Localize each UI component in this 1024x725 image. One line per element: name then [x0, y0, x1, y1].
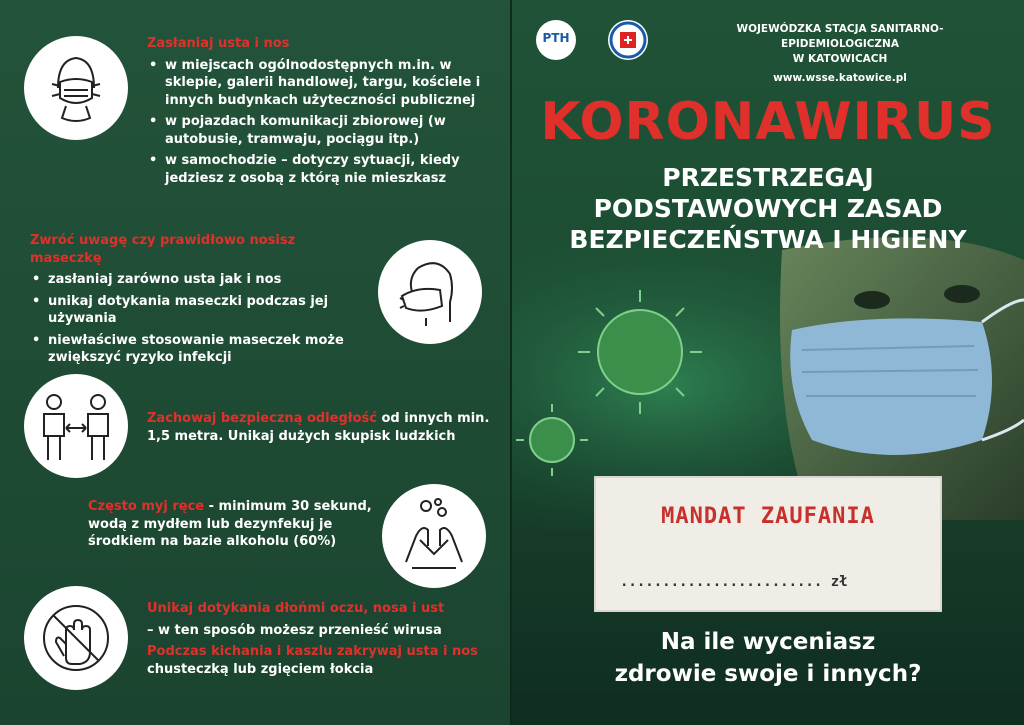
mask-bullet-1: • w miejscach ogólnodostępnych m.in. w sklepie, galerii handlowej, targu, kościele i innych budynkach użyteczności publicznej [147, 57, 497, 110]
wash-text: - minimum 30 sekund, wodą z mydłem lub dezynfekuj je środkiem na bazie alkoholu (60%) [88, 499, 372, 549]
touch-text-2: chusteczką lub zgięciem łokcia [147, 661, 374, 677]
touch-section [147, 600, 497, 678]
pth-logo-text: PTH [542, 31, 570, 45]
touch-red-text: Podczas kichania i kaszlu zakrywaj usta i nos [147, 644, 478, 659]
sanepid-logo-icon [608, 20, 648, 60]
face-mask-icon [24, 36, 128, 140]
mask-section [147, 35, 497, 191]
left-panel [0, 0, 510, 725]
org-line-2: W KATOWICACH [792, 53, 888, 65]
closing-question [512, 626, 1024, 690]
wear-bullet-2: • unikaj dotykania maseczki podczas jej używania [30, 293, 370, 328]
subtitle-line-3: BEZPIECZEŃSTWA I HIGIENY [569, 225, 967, 254]
poster-title: KORONAWIRUS [540, 92, 996, 152]
wear-heading: Zwróć uwagę czy prawidłowo nosisz maseczkę [30, 233, 296, 266]
no-touch-face-icon [24, 586, 128, 690]
website-link[interactable]: www.wsse.katowice.pl [773, 72, 907, 84]
trust-ticket [596, 478, 940, 610]
distance-heading: Zachowaj bezpieczną odległość [147, 411, 377, 426]
subtitle-line-1: PRZESTRZEGAJ [662, 163, 874, 192]
ticket-amount: ........................ zł [620, 574, 848, 590]
pth-logo-icon [536, 20, 576, 60]
distance-text: od innych min. 1,5 metra. Unikaj dużych skupisk ludzkich [147, 411, 490, 444]
poster-subtitle [512, 162, 1024, 255]
subtitle-line-2: PODSTAWOWYCH ZASAD [593, 194, 943, 223]
mask-bullet-3: • w samochodzie – dotyczy sytuacji, kiedy jedziesz z osobą z którą nie mieszkasz [147, 152, 497, 187]
wear-bullet-3: • niewłaściwe stosowanie maseczek może zwiększyć ryzyko infekcji [30, 332, 370, 367]
mask-bullet-2: • w pojazdach komunikacji zbiorowej (w autobusie, tramwaju, pociągu itp.) [147, 113, 497, 148]
hand-wash-icon [382, 484, 486, 588]
wash-heading: Często myj ręce [88, 499, 205, 514]
org-line-1: WOJEWÓDZKA STACJA SANITARNO-EPIDEMIOLOGICZNA [736, 23, 944, 50]
ticket-label: MANDAT ZAUFANIA [661, 504, 875, 529]
wear-section [30, 232, 370, 371]
distance-section [147, 410, 497, 445]
mask-profile-icon [378, 240, 482, 344]
question-line-1: Na ile wyceniasz [660, 629, 876, 655]
wear-bullet-1: • zasłaniaj zarówno usta jak i nos [30, 271, 370, 289]
question-line-2: zdrowie swoje i innych? [614, 661, 922, 687]
distance-label: 1,5 m [60, 376, 102, 391]
wash-section [88, 498, 378, 551]
touch-text-1: – w ten sposób możesz przenieść wirusa [147, 622, 442, 638]
organization-header [680, 22, 1000, 86]
touch-heading: Unikaj dotykania dłońmi oczu, nosa i ust [147, 601, 445, 616]
mask-heading: Zasłaniaj usta i nos [147, 36, 290, 51]
